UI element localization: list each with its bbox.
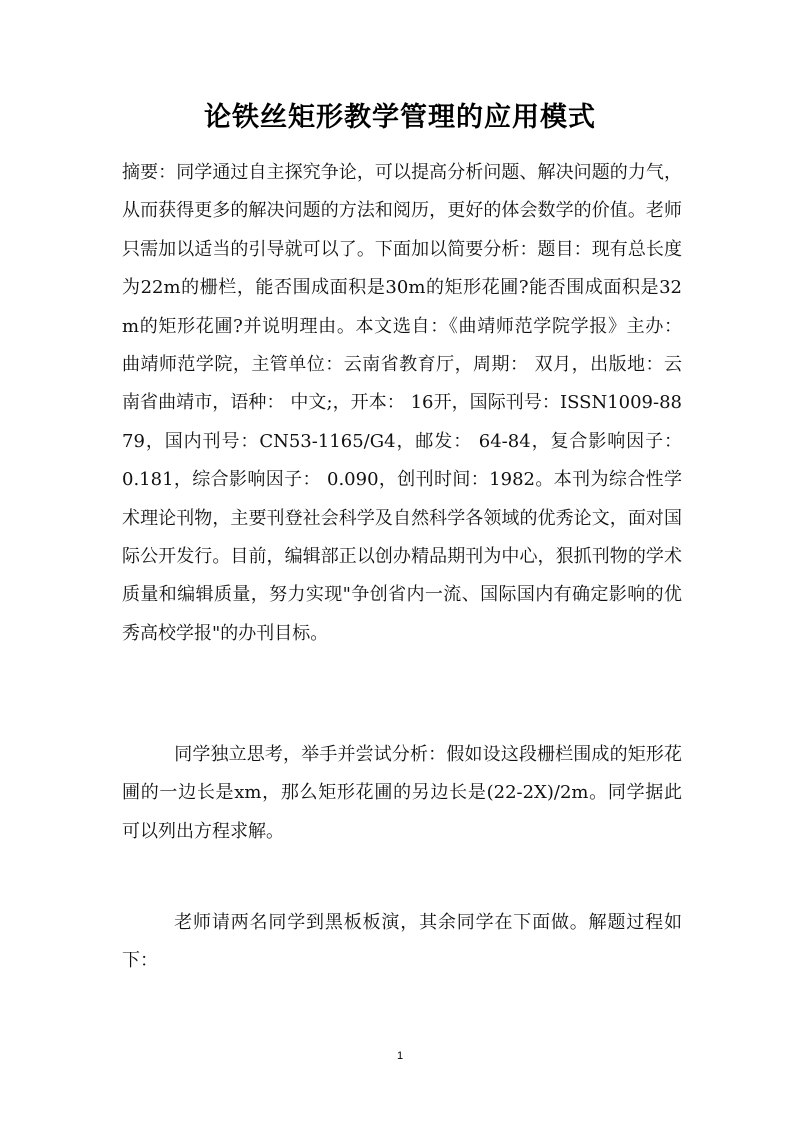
blackboard-paragraph: 老师请两名同学到黑板板演，其余同学在下面做。解题过程如下： [122, 912, 682, 972]
page-number: 1 [396, 1050, 404, 1062]
document-title: 论铁丝矩形教学管理的应用模式 [204, 102, 596, 133]
abstract-paragraph: 摘要：同学通过自主探究争论，可以提高分析问题、解决问题的力气，从而获得更多的解决问题的方法和阅历，更好的体会数学的价值。老师只需加以适当的引导就可以了。下面加以简要分析：题目：现有总长度为22m的栅栏，能否围成面积是30m的矩形花圃?能否围成面积是32m的矩形花圃?并说明理由。本文选自：《曲靖师范学院学报》主办： 曲靖师范学院，主管单位：云南省教育厅，周期： 双月，出版地：云南省曲靖市，语种： 中文;，开本： 16开，国际刊号：ISSN1009-8879，国内刊号：CN53-1165/G4，邮发： 64-84，复合影响因子： 0.181，综合影响因子： 0.090，创刊时间：1982。本刊为综合性学术理论刊物，主要刊登社会科学及自然科学各领域的优秀论文，面对国际公开发行。目前，编辑部正以创办精品期刊为中心，狠抓刊物的学术质量和编辑质量，努力实现"争创省内一流、国际国内有确定影响的优秀高校学报"的办刊目标。 [122, 162, 682, 644]
analysis-paragraph: 同学独立思考，举手并尝试分析：假如设这段栅栏围成的矩形花圃的一边长是xm，那么矩形花圃的另边长是(22-2X)/2m。同学据此可以列出方程求解。 [122, 744, 682, 842]
